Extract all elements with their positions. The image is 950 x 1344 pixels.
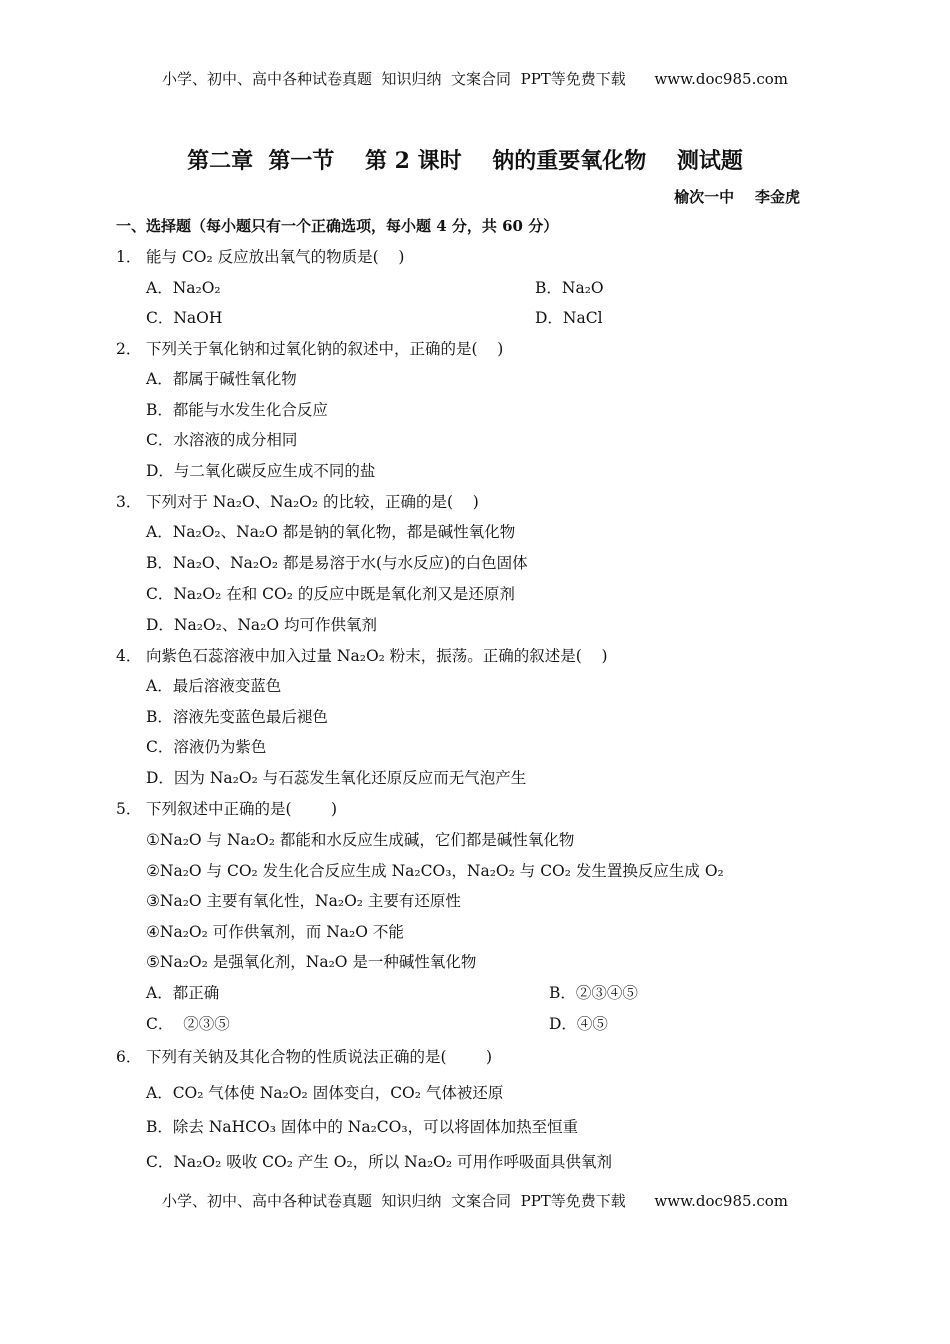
option-a: A．都属于碱性氧化物 [146, 370, 297, 388]
section-heading: 一、选择题（每小题只有一个正确选项，每小题 4 分，共 60 分） [116, 217, 559, 235]
option-d: D．NaCl [535, 309, 603, 327]
statement-4: ④Na₂O₂ 可作供氧剂，而 Na₂O 不能 [146, 923, 404, 941]
option-a: A．CO₂ 气体使 Na₂O₂ 固体变白，CO₂ 气体被还原 [146, 1084, 504, 1102]
question-stem: 能与 CO₂ 反应放出氧气的物质是( ) [146, 248, 405, 266]
question-stem: 向紫色石蕊溶液中加入过量 Na₂O₂ 粉末，振荡。正确的叙述是( ) [146, 647, 608, 665]
option-b: B．Na₂O、Na₂O₂ 都是易溶于水(与水反应)的白色固体 [146, 554, 528, 572]
question-stem: 下列有关钠及其化合物的性质说法正确的是( ) [146, 1048, 493, 1066]
option-b: B．除去 NaHCO₃ 固体中的 Na₂CO₃，可以将固体加热至恒重 [146, 1118, 579, 1136]
page-footer: 小学、初中、高中各种试卷真题 知识归纳 文案合同 PPT等免费下载 www.doc985.com [161, 1192, 788, 1210]
page-title: 第二章 第一节 第 2 课时 钠的重要氧化物 测试题 [187, 148, 743, 174]
statement-1: ①Na₂O 与 Na₂O₂ 都能和水反应生成碱，它们都是碱性氧化物 [146, 831, 575, 849]
statement-3: ③Na₂O 主要有氧化性，Na₂O₂ 主要有还原性 [146, 892, 461, 910]
question-number: 3． [116, 493, 142, 511]
option-a: A．都正确 [146, 984, 220, 1002]
option-c: C．水溶液的成分相同 [146, 431, 298, 449]
option-b: B．溶液先变蓝色最后褪色 [146, 708, 328, 726]
question-stem: 下列关于氧化钠和过氧化钠的叙述中，正确的是( ) [146, 340, 504, 358]
question-number: 2． [116, 340, 142, 358]
question-stem: 下列对于 Na₂O、Na₂O₂ 的比较，正确的是( ) [146, 493, 479, 511]
option-a: A．Na₂O₂ [146, 279, 221, 297]
option-b: B．②③④⑤ [549, 984, 638, 1002]
option-d: D．④⑤ [549, 1015, 608, 1033]
question-number: 1． [116, 248, 142, 266]
option-d: D．Na₂O₂、Na₂O 均可作供氧剂 [146, 616, 378, 634]
question-number: 4． [116, 647, 142, 665]
author: 榆次一中 李金虎 [674, 188, 800, 206]
statement-5: ⑤Na₂O₂ 是强氧化剂，Na₂O 是一种碱性氧化物 [146, 953, 477, 971]
option-a: A．最后溶液变蓝色 [146, 677, 282, 695]
option-d: D．与二氧化碳反应生成不同的盐 [146, 462, 376, 480]
option-d: D．因为 Na₂O₂ 与石蕊发生氧化还原反应而无气泡产生 [146, 769, 527, 787]
question-number: 5． [116, 800, 142, 818]
option-c: C．NaOH [146, 309, 223, 327]
option-c: C．Na₂O₂ 吸收 CO₂ 产生 O₂，所以 Na₂O₂ 可用作呼吸面具供氧剂 [146, 1153, 613, 1171]
option-a: A．Na₂O₂、Na₂O 都是钠的氧化物，都是碱性氧化物 [146, 523, 516, 541]
option-b: B．Na₂O [535, 279, 604, 297]
option-b: B．都能与水发生化合反应 [146, 401, 328, 419]
option-c: C． ②③⑤ [146, 1015, 230, 1033]
option-c: C．Na₂O₂ 在和 CO₂ 的反应中既是氧化剂又是还原剂 [146, 585, 515, 603]
question-number: 6． [116, 1048, 142, 1066]
option-c: C．溶液仍为紫色 [146, 738, 267, 756]
statement-2: ②Na₂O 与 CO₂ 发生化合反应生成 Na₂CO₃，Na₂O₂ 与 CO₂ 发生置换反应生成 O₂ [146, 862, 724, 880]
question-stem: 下列叙述中正确的是( ) [146, 800, 338, 818]
page-header: 小学、初中、高中各种试卷真题 知识归纳 文案合同 PPT等免费下载 www.doc985.com [161, 70, 788, 88]
